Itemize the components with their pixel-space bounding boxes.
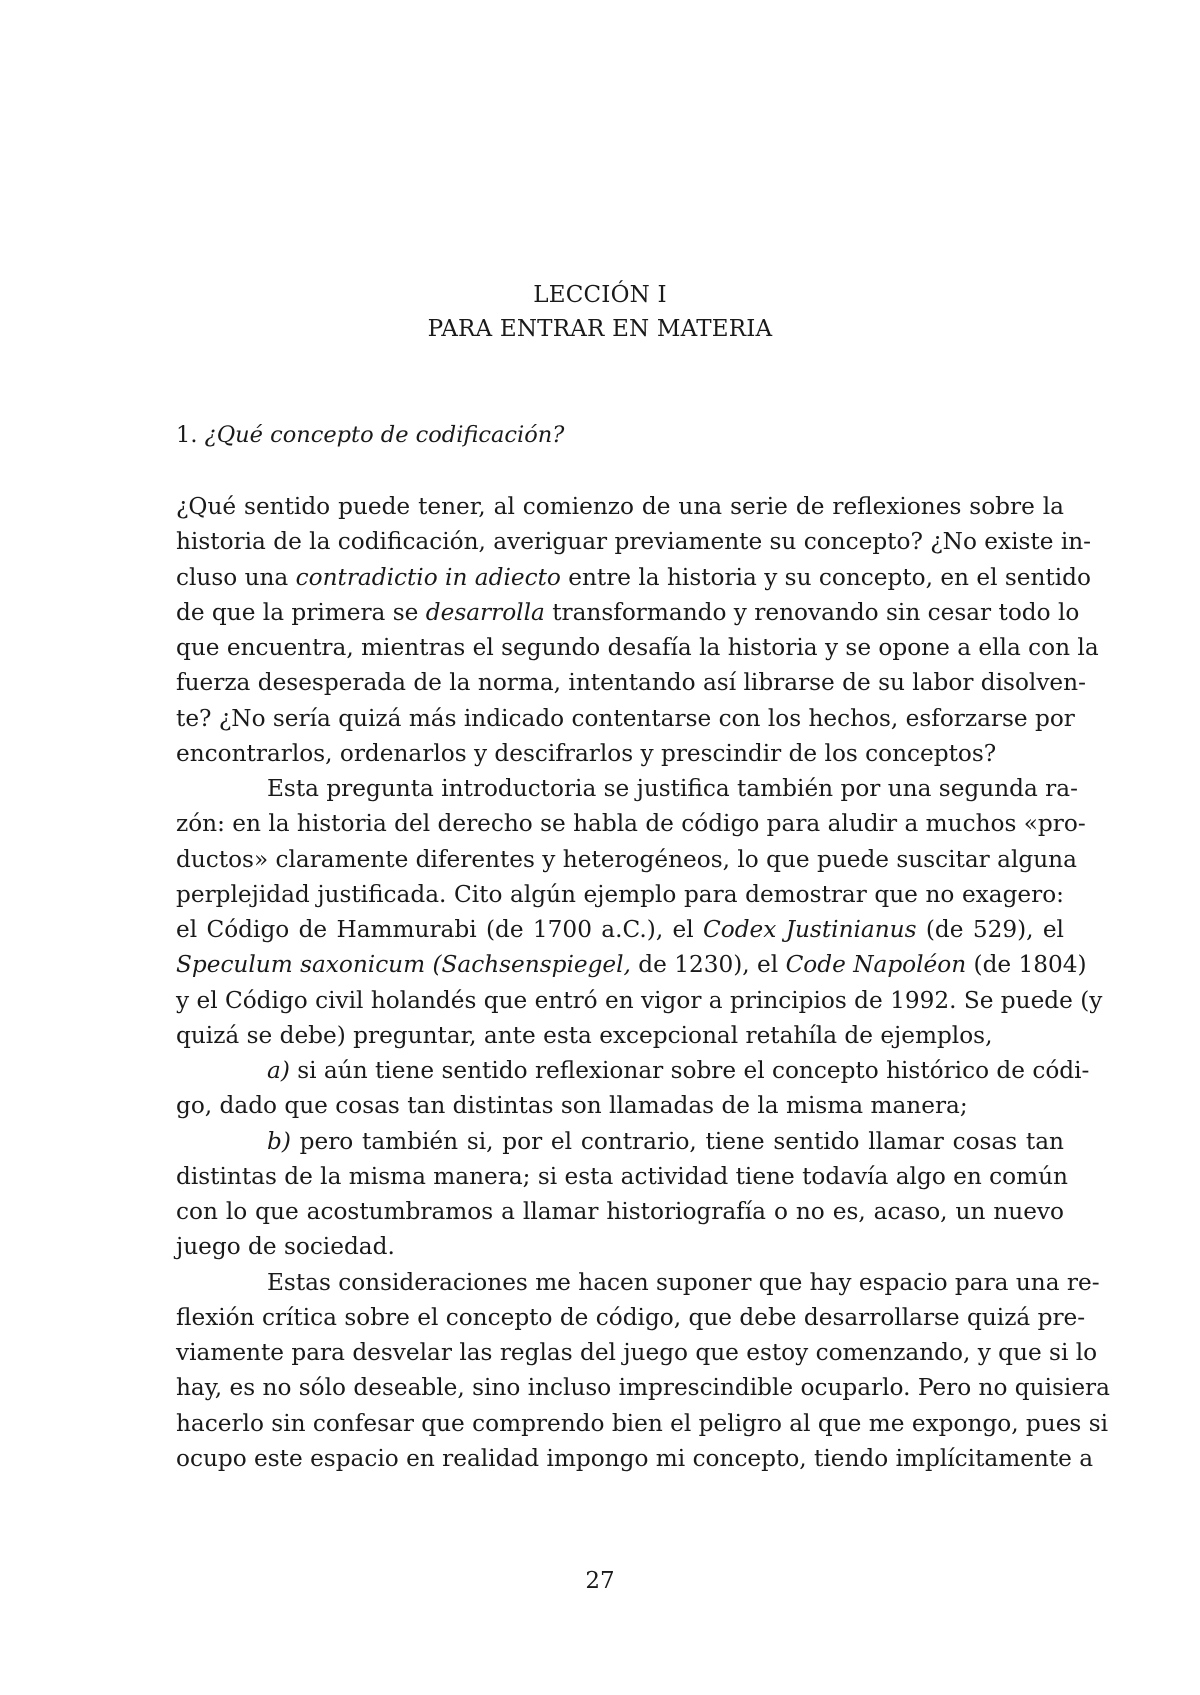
paragraph (176, 1124, 1068, 1265)
chapter-heading (0, 278, 1200, 346)
paragraph (176, 771, 1103, 1053)
chapter-number-label: LECCIÓN I (533, 282, 667, 308)
italic-text: contradictio in adiecto (295, 563, 561, 591)
text-line: a) si aún tiene sentido reflexionar sobre el concepto histórico de códi- (267, 1057, 1090, 1084)
text-line: b) pero también si, por el contrario, tiene sentido llamar cosas tan (267, 1127, 1064, 1155)
italic-text: Codex Justinianus (703, 916, 917, 943)
text-line: el Código de Hammurabi (de 1700 a.C.), el Codex Justinianus (de 529), el (176, 916, 1064, 943)
text-line: distintas de la misma manera; si esta actividad tiene todavía algo en común (176, 1162, 1068, 1190)
italic-text: Code Napoléon (785, 951, 967, 979)
text-line: cluso una contradictio in adiecto entre la historia y su concepto, en el sentido (176, 563, 1091, 591)
text-line: viamente para desvelar las reglas del juego que estoy comenzando, y que si lo (176, 1339, 1098, 1366)
paragraph (176, 1053, 1090, 1124)
text-line: ¿Qué sentido puede tener, al comienzo de una serie de reflexiones sobre la (176, 493, 1064, 520)
text-line: perplejidad justificada. Cito algún ejemplo para demostrar que no exagero: (176, 880, 1064, 908)
text-line: de que la primera se desarrolla transformando y renovando sin cesar todo lo (176, 598, 1080, 626)
text-line: que encuentra, mientras el segundo desafía la historia y se opone a ella con la (176, 634, 1099, 661)
text-line: quizá se debe) preguntar, ante esta excepcional retahíla de ejemplos, (176, 1021, 993, 1049)
text-line: fuerza desesperada de la norma, intentando así librarse de su labor disolven- (176, 669, 1086, 697)
text-line: go, dado que cosas tan distintas son llamadas de la misma manera; (176, 1092, 968, 1120)
text-line: y el Código civil holandés que entró en vigor a principios de 1992. Se puede (y (176, 986, 1103, 1014)
text-line: zón: en la historia del derecho se habla de código para aludir a muchos «pro- (176, 810, 1086, 838)
section-heading (176, 420, 564, 450)
text-line: Esta pregunta introductoria se justifica también por una segunda ra- (267, 775, 1078, 802)
text-line: ductos» claramente diferentes y heterogéneos, lo que puede suscitar alguna (176, 845, 1077, 873)
text-line: hacerlo sin confesar que comprendo bien el peligro al que me expongo, pues si (176, 1409, 1109, 1437)
section-title: ¿Qué concepto de codificación? (204, 422, 565, 448)
text-line: juego de sociedad. (176, 1233, 395, 1261)
chapter-title: PARA ENTRAR EN MATERIA (427, 316, 773, 342)
paragraph (176, 489, 1099, 771)
page-number: 27 (585, 1568, 615, 1594)
text-line: historia de la codificación, averiguar previamente su concepto? ¿No existe in- (176, 528, 1092, 556)
text-line: Speculum saxonicum (Sachsenspiegel, de 1230), el Code Napoléon (de 1804) (176, 951, 1087, 979)
section-number: 1. (176, 422, 198, 448)
italic-text: desarrolla (425, 598, 545, 626)
text-line: hay, es no sólo deseable, sino incluso imprescindible ocuparlo. Pero no quisiera (176, 1374, 1110, 1402)
text-line: te? ¿No sería quizá más indicado contentarse con los hechos, esforzarse por (176, 704, 1075, 732)
text-line: ocupo este espacio en realidad impongo mi concepto, tiendo implícitamente a (176, 1444, 1094, 1472)
text-line: con lo que acostumbramos a llamar historiografía o no es, acaso, un nuevo (176, 1198, 1064, 1225)
paragraph (176, 1265, 1110, 1477)
text-line: Estas consideraciones me hacen suponer que hay espacio para una re- (267, 1268, 1100, 1296)
italic-text: a) (267, 1057, 290, 1084)
italic-text: b) (267, 1127, 291, 1155)
italic-text: Speculum saxonicum (Sachsenspiegel, (176, 951, 631, 979)
body-text (176, 489, 1110, 1476)
text-line: encontrarlos, ordenarlos y descifrarlos y prescindir de los conceptos? (176, 739, 997, 767)
text-line: flexión crítica sobre el concepto de código, que debe desarrollarse quizá pre- (176, 1303, 1086, 1331)
